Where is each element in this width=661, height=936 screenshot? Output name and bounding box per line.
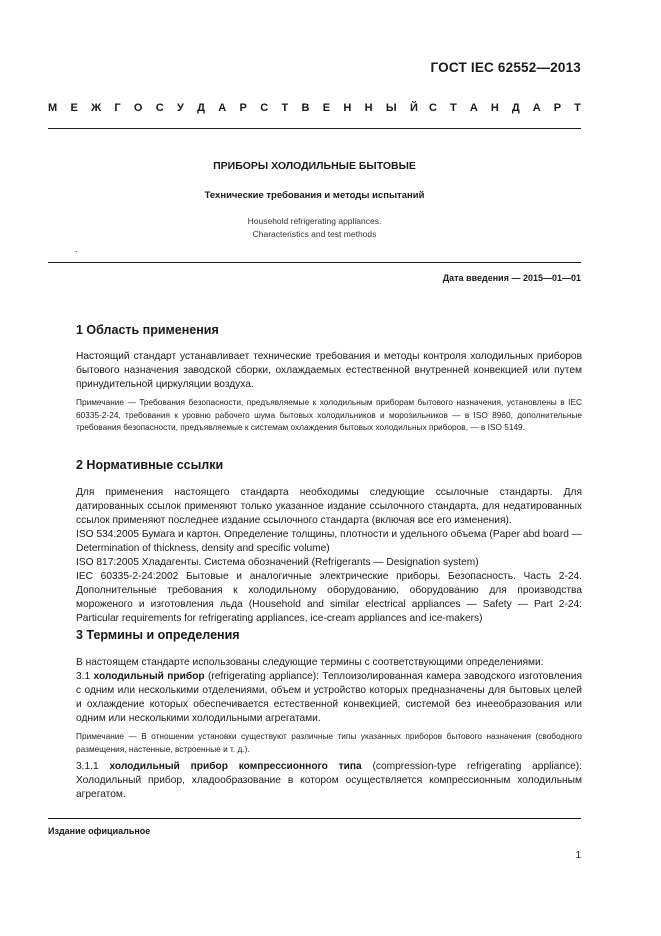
section-2-heading: 2 Нормативные ссылки	[76, 458, 224, 472]
introduction-date: Дата введения — 2015—01—01	[442, 273, 581, 283]
section-3-para-1: В настоящем стандарте использованы следующие термины с соответствующими определениями:	[76, 657, 544, 668]
document-title: ПРИБОРЫ ХОЛОДИЛЬНЫЕ БЫТОВЫЕ	[213, 160, 416, 172]
title-rule	[48, 262, 581, 263]
section-1-para-1: Настоящий стандарт устанавливает технические требования и методы контроля холодильных приборов бытового назначения заводской сборки, охлаждаемых естественной внутренней конвекцией или путем принудительной циркуляции воздуха.	[76, 351, 582, 390]
english-title-line-1: Household refrigerating appliances.	[247, 216, 382, 226]
interstate-word-2: С Т А Н Д А Р Т	[429, 102, 581, 114]
interstate-standard-banner	[48, 102, 581, 114]
english-title-line-2: Characteristics and test methods	[252, 229, 377, 239]
term-3-1	[76, 670, 582, 726]
stray-mark: .	[75, 244, 78, 254]
term-3-1-name: холодильный прибор	[93, 671, 205, 682]
section-1-heading: 1 Область применения	[76, 323, 219, 337]
term-3-1-definition: (refrigerating appliance): Теплоизолированная камера заводского изготовления с одним или несколькими отделениями, объем и устройство которых предназначены для бытовых целей и охлаждение которых обеспечивается естественной конвекцией, системой без инееобразования или одним или несколькими холодильными агрегатами.	[76, 671, 582, 724]
standard-code: ГОСТ IEC 62552—2013	[430, 60, 581, 75]
header-rule	[48, 128, 581, 129]
term-3-1-1-name: холодильный прибор компрессионного типа	[109, 761, 362, 772]
footer-rule	[48, 818, 581, 819]
term-3-1-number: 3.1	[76, 671, 91, 682]
term-3-1-1-number: 3.1.1	[76, 761, 99, 772]
section-1-paragraph	[76, 350, 582, 392]
page-number: 1	[575, 850, 581, 861]
section-3-heading: 3 Термины и определения	[76, 628, 240, 642]
normative-ref-iso-817: ISO 817:2005 Хладагенты. Система обозначений (Refrigerants — Designation system)	[76, 557, 479, 568]
official-edition-label: Издание официальное	[48, 826, 151, 836]
section-3-note: Примечание — В отношении установки существуют различные типы указанных приборов бытового назначения (свободного размещения, настенные, встроенные и т. д.).	[76, 731, 582, 754]
normative-ref-iso-534: ISO 534:2005 Бумага и картон. Определение толщины, плотности и удельного объема (Paper abd board — Determination of thickness, density and specific volume)	[76, 529, 582, 554]
section-1-note: Примечание — Требования безопасности, предъявляемые к холодильным приборам бытового назначения, установлены в IEC 60335-2-24, требования к уровню рабочего шума бытовых холодильников и морозильников — в ISO 8960, дополнительные требования безопасности, предъявляемые к системам охлаждения бытовых холодильных приборов, — в ISO 5149.	[76, 397, 582, 432]
term-3-1-1	[76, 760, 582, 802]
section-2-body	[76, 486, 582, 626]
document-subtitle: Технические требования и методы испытаний	[204, 190, 425, 201]
section-3-body	[76, 656, 582, 726]
interstate-word-1: М Е Ж Г О С У Д А Р С Т В Е Н Н Ы Й	[48, 102, 418, 114]
normative-ref-iec-60335: IEC 60335-2-24:2002 Бытовые и аналогичные электрические приборы. Безопасность. Часть 2-24. Дополнительные требования к холодильному оборудованию, оборудованию для производства мороженого и изготовления льда (Household and similar electrical appliances — Safety — Part 2-24: Particular requirements for refrigerating appliances, ice-cream appliances and ice-makers)	[76, 571, 582, 624]
term-3-1-1-definition: (compression-type refrigerating appliance): Холодильный прибор, хладообразование в котором осуществляется компрессионным холодильным агрегатом.	[76, 761, 582, 800]
section-2-para-1: Для применения настоящего стандарта необходимы следующие ссылочные стандарты. Для датированных ссылок применяют только указанное издание ссылочного стандарта, для недатированных ссылок применяют последнее издание ссылочного стандарта (включая все его изменения).	[76, 487, 582, 526]
